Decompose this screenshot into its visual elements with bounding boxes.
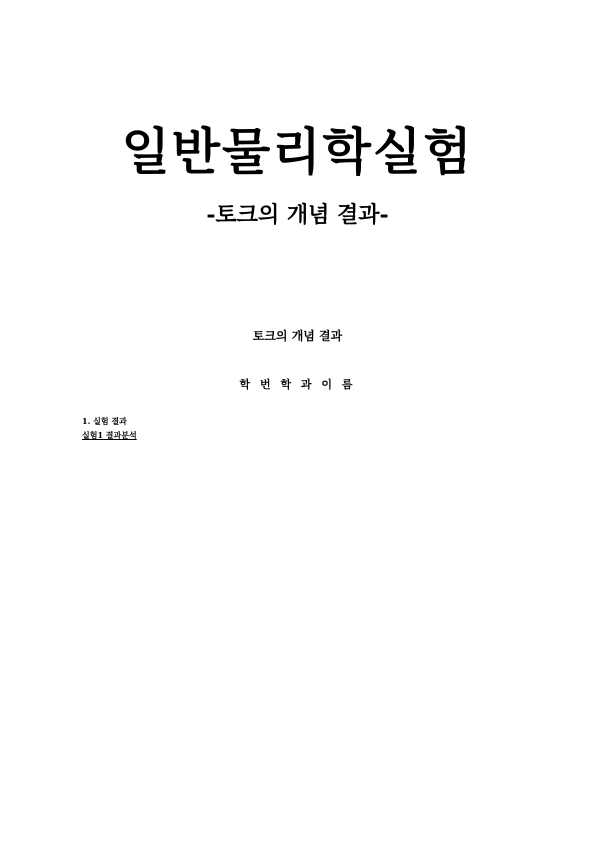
student-info-line: 학 번 학 과 이 름	[239, 378, 356, 391]
page-title: 일반물리학실험	[121, 122, 474, 181]
report-body	[82, 414, 514, 506]
section-label: 1. 실험 결과	[82, 416, 127, 426]
report-heading: 토크의 개념 결과	[252, 329, 343, 343]
subsection-label: 실험1 결과분석	[82, 430, 137, 440]
page-subtitle: -토크의 개념 결과-	[206, 202, 389, 228]
